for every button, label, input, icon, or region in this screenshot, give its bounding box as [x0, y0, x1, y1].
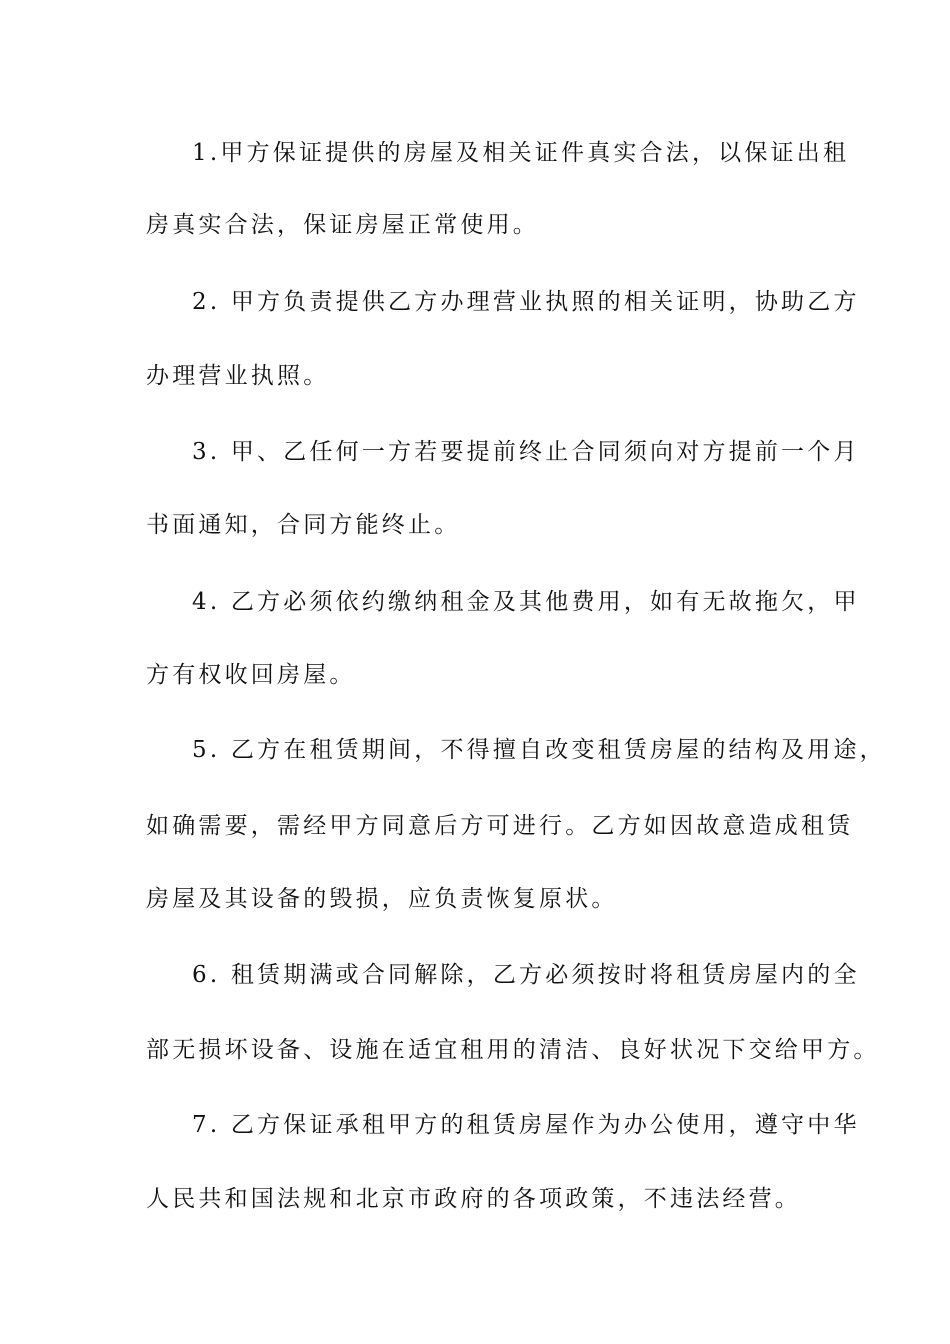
clause-7-line-1: 7. 乙方保证承租甲方的租赁房屋作为办公使用，遵守中华: [192, 1112, 860, 1138]
clause-4-line-2: 方有权收回房屋。: [146, 662, 356, 688]
clause-4-line-1: 4. 乙方必须依约缴纳租金及其他费用，如有无故拖欠，甲: [192, 589, 860, 615]
clause-5-line-1: 5. 乙方在租赁期间，不得擅自改变租赁房屋的结构及用途，: [192, 737, 886, 763]
clause-6-line-2: 部无损坏设备、设施在适宜租用的清洁、良好状况下交给甲方。: [146, 1037, 880, 1063]
clause-3-line-2: 书面通知，合同方能终止。: [146, 512, 461, 538]
clause-6-line-1: 6. 租赁期满或合同解除，乙方必须按时将租赁房屋内的全: [192, 962, 860, 988]
clause-2-line-1: 2. 甲方负责提供乙方办理营业执照的相关证明，协助乙方: [192, 289, 860, 315]
clause-1-line-1: 1.甲方保证提供的房屋及相关证件真实合法，以保证出租: [192, 140, 850, 166]
clause-3-line-1: 3. 甲、乙任何一方若要提前终止合同须向对方提前一个月: [192, 439, 860, 465]
clause-7-line-2: 人民共和国法规和北京市政府的各项政策，不违法经营。: [146, 1186, 801, 1212]
clause-5-line-3: 房屋及其设备的毁损，应负责恢复原状。: [146, 886, 618, 912]
clause-5-line-2: 如确需要，需经甲方同意后方可进行。乙方如因故意造成租赁: [146, 813, 854, 839]
clause-1-line-2: 房真实合法，保证房屋正常使用。: [146, 212, 539, 238]
clause-2-line-2: 办理营业执照。: [146, 363, 330, 389]
